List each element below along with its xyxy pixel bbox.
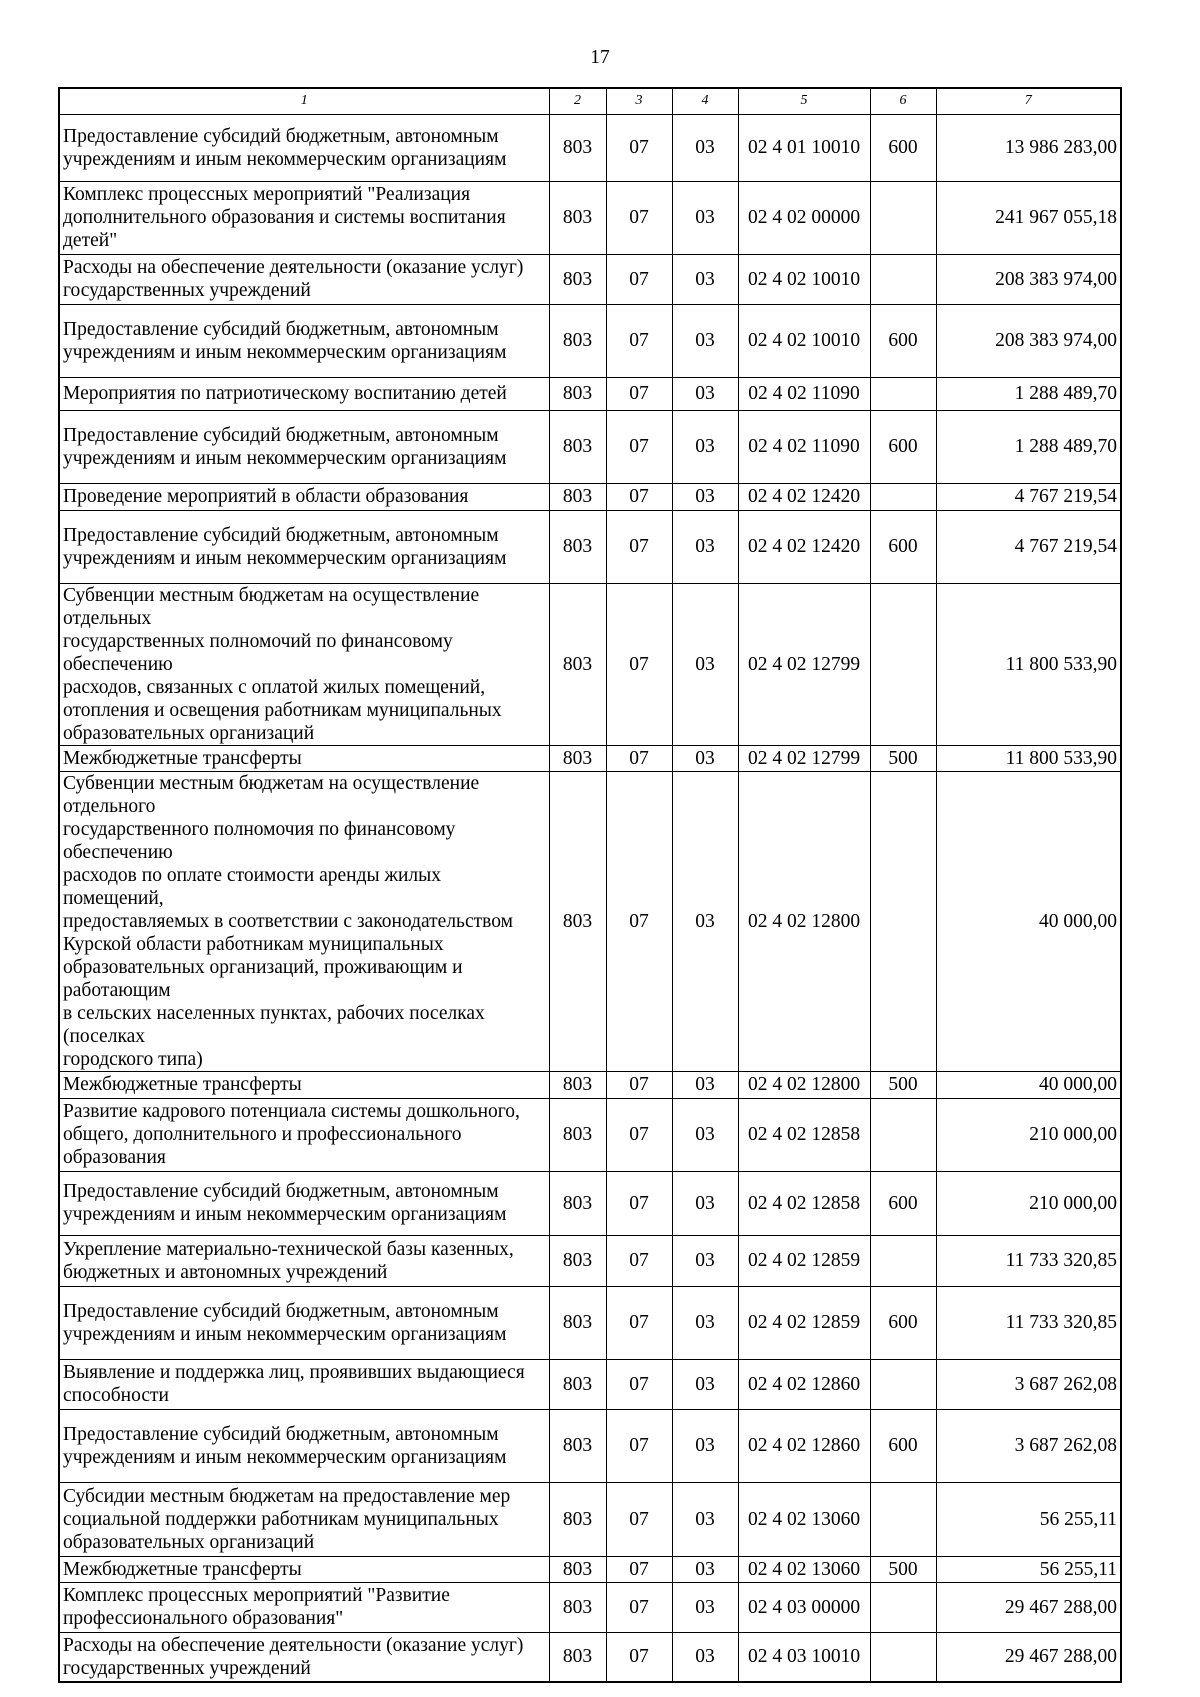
target-article-cell: 02 4 02 12860 [738,1409,870,1482]
expense-name-cell: Комплекс процессных мероприятий "Развитие профессионального образования" [59,1582,549,1632]
table-row [59,114,1121,181]
table-row [59,1286,1121,1359]
section-code-cell: 07 [606,771,672,1071]
section-code-cell: 07 [606,1582,672,1632]
section-code-cell: 07 [606,1632,672,1682]
table-row [59,1482,1121,1556]
expense-type-cell [870,1098,936,1171]
grbs-code-cell: 803 [549,510,606,583]
table-row [59,377,1121,410]
expense-type-cell: 600 [870,410,936,483]
target-article-cell: 02 4 02 12860 [738,1359,870,1409]
grbs-code-cell: 803 [549,583,606,745]
expense-name-cell: Межбюджетные трансферты [59,1071,549,1098]
subsection-code-cell: 03 [672,1556,738,1582]
target-article-cell: 02 4 03 10010 [738,1632,870,1682]
expense-name-cell: Субвенции местным бюджетам на осуществление отдельных государственных полномочий по финансовому обеспечению расходов, связанных с оплатой жилых помещений, отопления и освещения работникам муниципальных образовательных организаций [59,583,549,745]
subsection-code-cell: 03 [672,510,738,583]
subsection-code-cell: 03 [672,181,738,254]
table-row [59,510,1121,583]
grbs-code-cell: 803 [549,1098,606,1171]
target-article-cell: 02 4 02 00000 [738,181,870,254]
grbs-code-cell: 803 [549,1071,606,1098]
table-row [59,771,1121,1071]
column-number-header: 7 [936,88,1121,114]
expense-type-cell [870,181,936,254]
grbs-code-cell: 803 [549,410,606,483]
amount-cell: 29 467 288,00 [936,1632,1121,1682]
grbs-code-cell: 803 [549,1359,606,1409]
expense-name-cell: Расходы на обеспечение деятельности (оказание услуг) государственных учреждений [59,1632,549,1682]
section-code-cell: 07 [606,254,672,304]
subsection-code-cell: 03 [672,410,738,483]
amount-cell: 40 000,00 [936,1071,1121,1098]
expense-type-cell [870,1632,936,1682]
grbs-code-cell: 803 [549,1409,606,1482]
table-row [59,1632,1121,1682]
expense-name-cell: Предоставление субсидий бюджетным, автономным учреждениям и иным некоммерческим организациям [59,114,549,181]
table-row [59,583,1121,745]
expense-type-cell: 600 [870,1171,936,1235]
column-number-header: 4 [672,88,738,114]
amount-cell: 4 767 219,54 [936,510,1121,583]
target-article-cell: 02 4 02 12859 [738,1286,870,1359]
subsection-code-cell: 03 [672,1098,738,1171]
target-article-cell: 02 4 02 13060 [738,1556,870,1582]
target-article-cell: 02 4 02 12420 [738,483,870,510]
expense-type-cell: 600 [870,1286,936,1359]
section-code-cell: 07 [606,1286,672,1359]
amount-cell: 210 000,00 [936,1171,1121,1235]
target-article-cell: 02 4 02 10010 [738,304,870,377]
expense-name-cell: Предоставление субсидий бюджетным, автономным учреждениям и иным некоммерческим организациям [59,304,549,377]
table-row [59,1556,1121,1582]
grbs-code-cell: 803 [549,1556,606,1582]
grbs-code-cell: 803 [549,304,606,377]
subsection-code-cell: 03 [672,1235,738,1286]
amount-cell: 4 767 219,54 [936,483,1121,510]
expense-name-cell: Межбюджетные трансферты [59,1556,549,1582]
expense-name-cell: Предоставление субсидий бюджетным, автономным учреждениям и иным некоммерческим организациям [59,1409,549,1482]
table-row [59,1359,1121,1409]
section-code-cell: 07 [606,114,672,181]
table-row [59,1071,1121,1098]
grbs-code-cell: 803 [549,1582,606,1632]
amount-cell: 1 288 489,70 [936,410,1121,483]
grbs-code-cell: 803 [549,745,606,771]
expense-name-cell: Субвенции местным бюджетам на осуществление отдельного государственного полномочия по финансовому обеспечению расходов по оплате стоимости аренды жилых помещений, предоставляемых в соответствии с законодательством Курской области работникам муниципальных образовательных организаций, проживающим и работающим в сельских населенных пунктах, рабочих поселках (поселках городского типа) [59,771,549,1071]
section-code-cell: 07 [606,1071,672,1098]
amount-cell: 56 255,11 [936,1482,1121,1556]
page-number: 17 [590,47,610,68]
subsection-code-cell: 03 [672,1632,738,1682]
expense-name-cell: Мероприятия по патриотическому воспитанию детей [59,377,549,410]
target-article-cell: 02 4 01 10010 [738,114,870,181]
subsection-code-cell: 03 [672,745,738,771]
section-code-cell: 07 [606,1409,672,1482]
grbs-code-cell: 803 [549,1482,606,1556]
amount-cell: 208 383 974,00 [936,254,1121,304]
table-row [59,483,1121,510]
amount-cell: 210 000,00 [936,1098,1121,1171]
target-article-cell: 02 4 02 12420 [738,510,870,583]
section-code-cell: 07 [606,1171,672,1235]
expense-type-cell [870,1582,936,1632]
section-code-cell: 07 [606,483,672,510]
expense-type-cell: 600 [870,304,936,377]
table-row [59,304,1121,377]
expense-type-cell [870,1235,936,1286]
target-article-cell: 02 4 02 11090 [738,410,870,483]
grbs-code-cell: 803 [549,483,606,510]
expense-name-cell: Предоставление субсидий бюджетным, автономным учреждениям и иным некоммерческим организациям [59,1171,549,1235]
subsection-code-cell: 03 [672,1071,738,1098]
expense-type-cell [870,1482,936,1556]
subsection-code-cell: 03 [672,771,738,1071]
target-article-cell: 02 4 02 12800 [738,771,870,1071]
expense-type-cell [870,583,936,745]
target-article-cell: 02 4 02 12799 [738,583,870,745]
column-number-header: 2 [549,88,606,114]
section-code-cell: 07 [606,1482,672,1556]
subsection-code-cell: 03 [672,254,738,304]
amount-cell: 11 800 533,90 [936,745,1121,771]
amount-cell: 56 255,11 [936,1556,1121,1582]
table-row [59,1235,1121,1286]
table-row [59,181,1121,254]
subsection-code-cell: 03 [672,583,738,745]
expense-name-cell: Предоставление субсидий бюджетным, автономным учреждениям и иным некоммерческим организациям [59,1286,549,1359]
target-article-cell: 02 4 03 00000 [738,1582,870,1632]
section-code-cell: 07 [606,1359,672,1409]
target-article-cell: 02 4 02 13060 [738,1482,870,1556]
expense-type-cell: 500 [870,1556,936,1582]
section-code-cell: 07 [606,181,672,254]
column-number-header: 3 [606,88,672,114]
expense-name-cell: Проведение мероприятий в области образования [59,483,549,510]
target-article-cell: 02 4 02 12799 [738,745,870,771]
grbs-code-cell: 803 [549,771,606,1071]
section-code-cell: 07 [606,1098,672,1171]
section-code-cell: 07 [606,1556,672,1582]
subsection-code-cell: 03 [672,1359,738,1409]
expense-name-cell: Предоставление субсидий бюджетным, автономным учреждениям и иным некоммерческим организациям [59,410,549,483]
table-row [59,1582,1121,1632]
expense-type-cell: 600 [870,1409,936,1482]
amount-cell: 13 986 283,00 [936,114,1121,181]
grbs-code-cell: 803 [549,1235,606,1286]
expense-type-cell [870,1359,936,1409]
subsection-code-cell: 03 [672,1582,738,1632]
column-number-header: 5 [738,88,870,114]
amount-cell: 241 967 055,18 [936,181,1121,254]
table-row [59,1409,1121,1482]
table-row [59,1171,1121,1235]
amount-cell: 11 733 320,85 [936,1235,1121,1286]
subsection-code-cell: 03 [672,114,738,181]
grbs-code-cell: 803 [549,114,606,181]
target-article-cell: 02 4 02 12858 [738,1171,870,1235]
table-row [59,254,1121,304]
target-article-cell: 02 4 02 10010 [738,254,870,304]
grbs-code-cell: 803 [549,254,606,304]
section-code-cell: 07 [606,745,672,771]
expense-type-cell [870,771,936,1071]
expense-name-cell: Развитие кадрового потенциала системы дошкольного, общего, дополнительного и профессионального образования [59,1098,549,1171]
target-article-cell: 02 4 02 12800 [738,1071,870,1098]
amount-cell: 40 000,00 [936,771,1121,1071]
section-code-cell: 07 [606,510,672,583]
expense-name-cell: Предоставление субсидий бюджетным, автономным учреждениям и иным некоммерческим организациям [59,510,549,583]
amount-cell: 208 383 974,00 [936,304,1121,377]
section-code-cell: 07 [606,377,672,410]
budget-table [58,87,1122,1683]
subsection-code-cell: 03 [672,377,738,410]
amount-cell: 11 800 533,90 [936,583,1121,745]
subsection-code-cell: 03 [672,1171,738,1235]
expense-type-cell: 600 [870,114,936,181]
column-number-header: 6 [870,88,936,114]
target-article-cell: 02 4 02 11090 [738,377,870,410]
header-row [59,88,1121,114]
subsection-code-cell: 03 [672,1286,738,1359]
expense-type-cell: 500 [870,745,936,771]
amount-cell: 11 733 320,85 [936,1286,1121,1359]
expense-type-cell: 600 [870,510,936,583]
expense-name-cell: Комплекс процессных мероприятий "Реализация дополнительного образования и системы воспитания детей" [59,181,549,254]
target-article-cell: 02 4 02 12858 [738,1098,870,1171]
expense-type-cell [870,254,936,304]
expense-type-cell [870,377,936,410]
subsection-code-cell: 03 [672,304,738,377]
section-code-cell: 07 [606,410,672,483]
amount-cell: 3 687 262,08 [936,1359,1121,1409]
amount-cell: 1 288 489,70 [936,377,1121,410]
amount-cell: 29 467 288,00 [936,1582,1121,1632]
target-article-cell: 02 4 02 12859 [738,1235,870,1286]
expense-name-cell: Выявление и поддержка лиц, проявивших выдающиеся способности [59,1359,549,1409]
expense-type-cell: 500 [870,1071,936,1098]
expense-name-cell: Укрепление материально-технической базы казенных, бюджетных и автономных учреждений [59,1235,549,1286]
expense-name-cell: Межбюджетные трансферты [59,745,549,771]
grbs-code-cell: 803 [549,1632,606,1682]
section-code-cell: 07 [606,583,672,745]
table-row [59,1098,1121,1171]
section-code-cell: 07 [606,1235,672,1286]
table-row [59,745,1121,771]
grbs-code-cell: 803 [549,1286,606,1359]
grbs-code-cell: 803 [549,181,606,254]
grbs-code-cell: 803 [549,1171,606,1235]
section-code-cell: 07 [606,304,672,377]
expense-name-cell: Расходы на обеспечение деятельности (оказание услуг) государственных учреждений [59,254,549,304]
amount-cell: 3 687 262,08 [936,1409,1121,1482]
table-row [59,410,1121,483]
subsection-code-cell: 03 [672,483,738,510]
column-number-header: 1 [59,88,549,114]
grbs-code-cell: 803 [549,377,606,410]
subsection-code-cell: 03 [672,1409,738,1482]
expense-type-cell [870,483,936,510]
expense-name-cell: Субсидии местным бюджетам на предоставление мер социальной поддержки работникам муниципальных образовательных организаций [59,1482,549,1556]
subsection-code-cell: 03 [672,1482,738,1556]
